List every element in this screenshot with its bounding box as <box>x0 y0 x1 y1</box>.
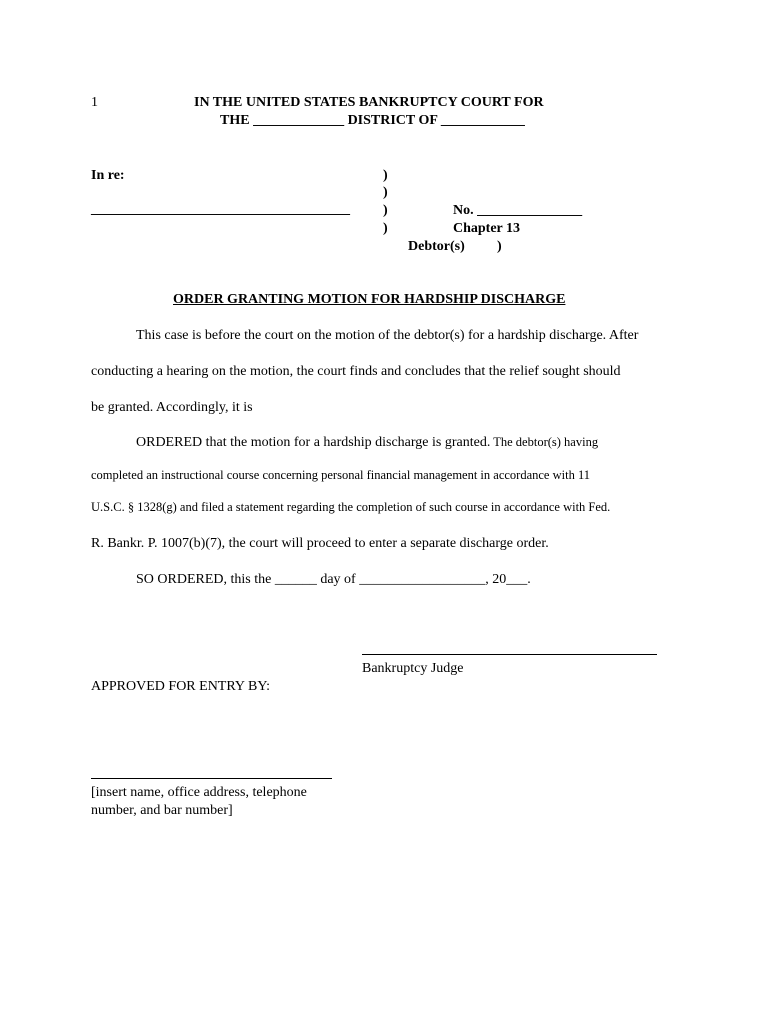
attorney-info-line2: number, and bar number] <box>91 803 233 818</box>
judge-label: Bankruptcy Judge <box>362 661 464 676</box>
paragraph2-line3: U.S.C. § 1328(g) and filed a statement regarding the completion of such course in accordance with Fed. <box>91 500 611 514</box>
in-re-label: In re: <box>91 168 125 183</box>
order-title: ORDER GRANTING MOTION FOR HARDSHIP DISCHARGE <box>173 292 566 307</box>
so-ordered-line: SO ORDERED, this the ______ day of __________________, 20___. <box>136 572 531 587</box>
paragraph2-line2: completed an instructional course concerning personal financial management in accordance with 11 <box>91 468 590 482</box>
approved-for-entry-label: APPROVED FOR ENTRY BY: <box>91 679 271 694</box>
chapter-label: Chapter 13 <box>453 221 521 236</box>
court-heading-line2: THE _____________ DISTRICT OF ____________ <box>220 113 525 128</box>
case-number: No. _______________ <box>453 203 583 218</box>
caption-paren-5: ) <box>497 239 502 254</box>
ordered-clause: ORDERED that the motion for a hardship discharge is granted. <box>136 435 491 450</box>
paragraph1-line3: be granted. Accordingly, it is <box>91 400 253 415</box>
debtor-having-clause: The debtor(s) having <box>490 435 599 449</box>
judge-signature-line <box>362 654 657 655</box>
caption-paren-4: ) <box>383 221 388 236</box>
caption-paren-1: ) <box>383 168 388 183</box>
paragraph1-line2: conducting a hearing on the motion, the court finds and concludes that the relief sought should <box>91 364 621 379</box>
debtor-label: Debtor(s) <box>408 239 465 254</box>
line-number: 1 <box>91 95 98 110</box>
caption-paren-2: ) <box>383 185 388 200</box>
attorney-info-line1: [insert name, office address, telephone <box>91 785 307 800</box>
caption-paren-3: ) <box>383 203 388 218</box>
attorney-signature-line <box>91 778 332 779</box>
debtor-name-blank: _____________________________________ <box>91 202 350 217</box>
paragraph1-line1: This case is before the court on the motion of the debtor(s) for a hardship discharge. After <box>136 328 639 343</box>
court-heading-line1: IN THE UNITED STATES BANKRUPTCY COURT FOR <box>194 95 544 110</box>
paragraph2-line4: R. Bankr. P. 1007(b)(7), the court will proceed to enter a separate discharge order. <box>91 536 549 551</box>
paragraph2-line1 <box>136 434 598 451</box>
